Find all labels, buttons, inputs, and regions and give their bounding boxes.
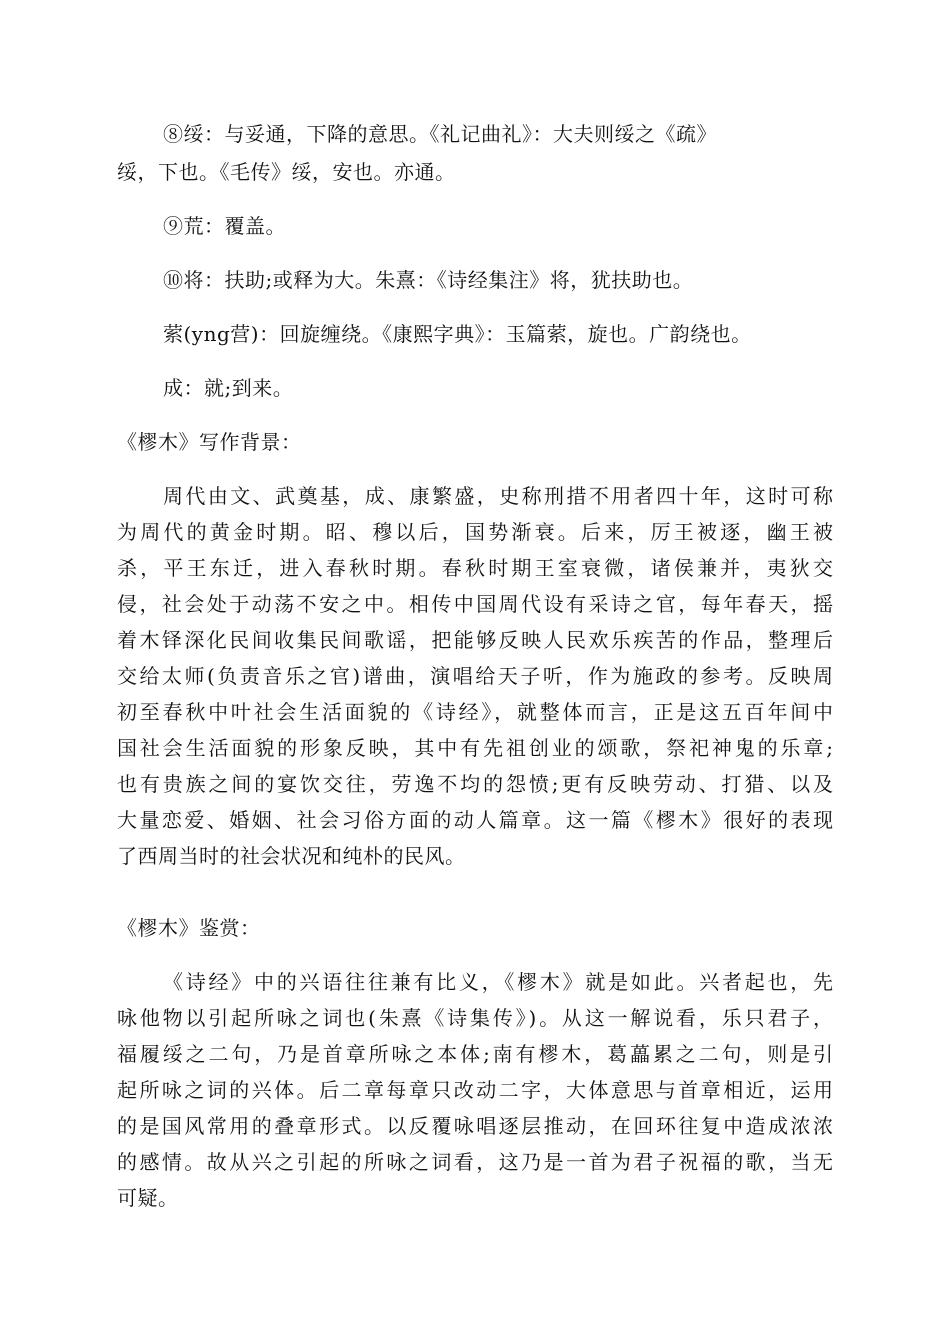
note-9: ⑨荒：覆盖。 <box>163 214 286 238</box>
background-line-8: 国社会生活面貌的形象反映，其中有先祖创业的颂歌，祭祀神鬼的乐章; <box>117 736 833 760</box>
appreciation-line-4: 起所咏之词的兴体。后二章每章只改动二字，大体意思与首章相近，运用 <box>117 1078 833 1102</box>
background-heading: 《樛木》写作背景： <box>117 430 302 454</box>
background-line-9: 也有贵族之间的宴饮交往，劳逸不均的怨愤;更有反映劳动、打猎、以及 <box>117 772 833 796</box>
note-10: ⑩将：扶助;或释为大。朱熹：《诗经集注》将，犹扶助也。 <box>163 268 694 292</box>
background-line-2: 为周代的黄金时期。昭、穆以后，国势渐衰。后来，厉王被逐，幽王被 <box>117 520 833 544</box>
note-ying: 萦(yng营)：回旋缠绕。《康熙字典》：玉篇萦，旋也。广韵绕也。 <box>163 322 752 346</box>
note-8-line-2: 绥，下也。《毛传》绥，安也。亦通。 <box>117 160 456 184</box>
background-line-7: 初至春秋中叶社会生活面貌的《诗经》，就整体而言，正是这五百年间中 <box>117 700 833 724</box>
appreciation-line-6: 的感情。故从兴之引起的所咏之词看，这乃是一首为君子祝福的歌，当无 <box>117 1150 833 1174</box>
appreciation-line-3: 福履绥之二句，乃是首章所咏之本体;南有樛木，葛藟累之二句，则是引 <box>117 1042 833 1066</box>
background-line-5: 着木铎深化民间收集民间歌谣，把能够反映人民欢乐疾苦的作品，整理后 <box>117 628 833 652</box>
note-8-line-1: ⑧绥：与妥通，下降的意思。《礼记曲礼》：大夫则绥之《疏》 <box>163 122 717 146</box>
background-line-10: 大量恋爱、婚姻、社会习俗方面的动人篇章。这一篇《樛木》很好的表现 <box>117 808 833 832</box>
appreciation-heading: 《樛木》鉴赏： <box>117 916 261 940</box>
background-line-3: 杀，平王东迁，进入春秋时期。春秋时期王室衰微，诸侯兼并，夷狄交 <box>117 556 833 580</box>
appreciation-line-2: 咏他物以引起所咏之词也(朱熹《诗集传》)。从这一解说看，乐只君子， <box>117 1006 833 1030</box>
appreciation-line-1: 《诗经》中的兴语往往兼有比义，《樛木》就是如此。兴者起也，先 <box>163 970 833 994</box>
background-line-4: 侵，社会处于动荡不安之中。相传中国周代设有采诗之官，每年春天，摇 <box>117 592 833 616</box>
background-line-11: 了西周当时的社会状况和纯朴的民风。 <box>117 844 466 868</box>
background-line-1: 周代由文、武奠基，成、康繁盛，史称刑措不用者四十年，这时可称 <box>163 484 833 508</box>
note-cheng: 成：就;到来。 <box>163 376 294 400</box>
background-line-6: 交给太师(负责音乐之官)谱曲，演唱给天子听，作为施政的参考。反映周 <box>117 664 833 688</box>
appreciation-line-5: 的是国风常用的叠章形式。以反覆咏唱逐层推动，在回环往复中造成浓浓 <box>117 1114 833 1138</box>
appreciation-line-7: 可疑。 <box>117 1186 179 1210</box>
